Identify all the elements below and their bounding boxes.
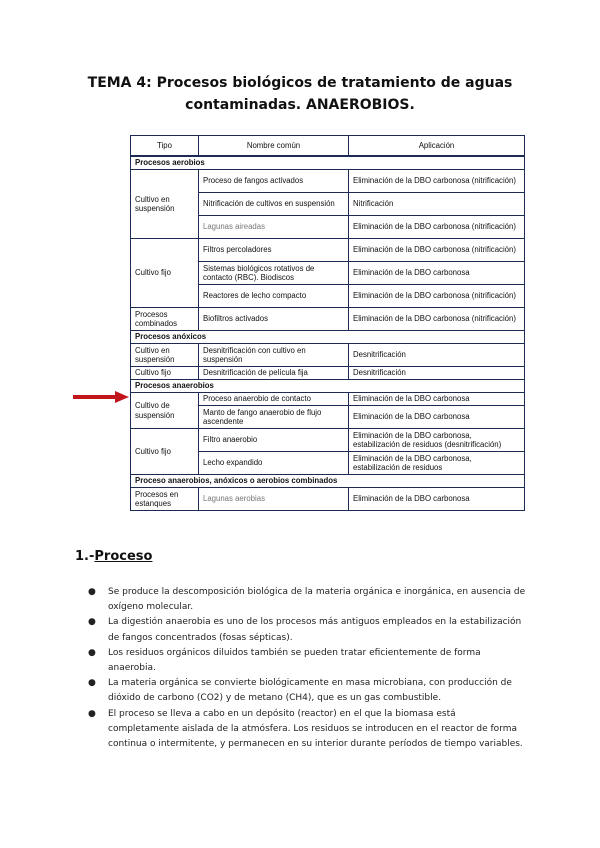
nombre-cell: Desnitrificación con cultivo en suspensión xyxy=(199,344,349,367)
tipo-cell: Cultivo de suspensión xyxy=(131,393,199,429)
aplicacion-cell: Eliminación de la DBO carbonosa (nitrificación) xyxy=(349,239,525,262)
list-item xyxy=(78,615,528,645)
aplicacion-cell: Eliminación de la DBO carbonosa xyxy=(349,262,525,285)
list-item xyxy=(78,646,528,676)
aplicacion-cell: Eliminación de la DBO carbonosa xyxy=(349,406,525,429)
section-row-combinados xyxy=(131,475,525,488)
nombre-cell: Filtro anaerobio xyxy=(199,429,349,452)
process-table xyxy=(130,135,525,511)
aplicacion-cell: Desnitrificación xyxy=(349,367,525,380)
list-item xyxy=(78,585,528,615)
section-heading-text: Proceso xyxy=(94,549,153,564)
tipo-cell: Procesos combinados xyxy=(131,308,199,331)
title-line-1: TEMA 4: Procesos biológicos de tratamiento de aguas xyxy=(87,75,513,91)
bullet-icon: ● xyxy=(88,708,96,719)
table-row xyxy=(131,344,525,367)
title-line-2: contaminadas. ANAEROBIOS. xyxy=(185,97,415,113)
aplicacion-cell: Eliminación de la DBO carbonosa (nitrificación) xyxy=(349,170,525,193)
list-item-text: Los residuos orgánicos diluidos también se pueden tratar eficientemente de forma anaerobia. xyxy=(108,647,481,674)
list-item-text: El proceso se lleva a cabo en un depósito (reactor) en el que la biomasa está completamente aislada de la atmósfera. Los residuos se introducen en el reactor de forma continua o intermitente, y permanecen en su interior durante períodos de tiempo variables. xyxy=(108,708,523,750)
list-item xyxy=(78,676,528,706)
tipo-cell: Cultivo en suspensión xyxy=(131,170,199,239)
nombre-cell: Sistemas biológicos rotativos de contacto (RBC). Biodiscos xyxy=(199,262,349,285)
bullet-icon: ● xyxy=(88,647,96,658)
list-item xyxy=(78,707,528,753)
table-row xyxy=(131,308,525,331)
nombre-cell: Proceso anaerobio de contacto xyxy=(199,393,349,406)
nombre-cell: Desnitrificación de película fija xyxy=(199,367,349,380)
nombre-cell: Manto de fango anaerobio de flujo ascendente xyxy=(199,406,349,429)
list-item-text: La materia orgánica se convierte biológicamente en masa microbiana, con producción de dióxido de carbono (CO2) y de metano (CH4), que es un gas combustible. xyxy=(108,678,512,704)
tipo-cell: Cultivo en suspensión xyxy=(131,344,199,367)
table-row xyxy=(131,367,525,380)
section-row-anoxicos xyxy=(131,331,525,344)
bullet-icon: ● xyxy=(88,617,96,628)
aplicacion-cell: Eliminación de la DBO carbonosa xyxy=(349,488,525,511)
nombre-cell: Lagunas aireadas xyxy=(199,216,349,239)
header-nombre: Nombre común xyxy=(199,136,349,157)
bullet-icon: ● xyxy=(88,678,96,689)
aplicacion-cell: Eliminación de la DBO carbonosa (nitrificación) xyxy=(349,216,525,239)
aplicacion-cell: Eliminación de la DBO carbonosa xyxy=(349,393,525,406)
tipo-cell: Cultivo fijo xyxy=(131,429,199,475)
bullet-list xyxy=(78,585,528,752)
aplicacion-cell: Nitrificación xyxy=(349,193,525,216)
list-item-text: Se produce la descomposición biológica de la materia orgánica e inorgánica, en ausencia de oxígeno molecular. xyxy=(108,587,526,613)
nombre-cell: Reactores de lecho compacto xyxy=(199,285,349,308)
nombre-cell: Proceso de fangos activados xyxy=(199,170,349,193)
table-row xyxy=(131,488,525,511)
section-combinados: Proceso anaerobios, anóxicos o aerobios combinados xyxy=(131,475,525,488)
aplicacion-cell: Eliminación de la DBO carbonosa (nitrificación) xyxy=(349,308,525,331)
table-header-row xyxy=(131,136,525,157)
section-anoxicos: Procesos anóxicos xyxy=(131,331,525,344)
table-row xyxy=(131,393,525,406)
list-item-text: La digestión anaerobia es uno de los procesos más antiguos empleados en la estabilización de fangos concentrados (fosas sépticas). xyxy=(108,617,522,643)
header-aplicacion: Aplicación xyxy=(349,136,525,157)
aplicacion-cell: Eliminación de la DBO carbonosa (nitrificación) xyxy=(349,285,525,308)
tipo-cell: Cultivo fijo xyxy=(131,239,199,308)
table-row xyxy=(131,170,525,193)
bullet-icon: ● xyxy=(88,587,96,597)
aplicacion-cell: Desnitrificación xyxy=(349,344,525,367)
nombre-cell: Nitrificación de cultivos en suspensión xyxy=(199,193,349,216)
aplicacion-cell: Eliminación de la DBO carbonosa, estabilización de residuos (desnitrificación) xyxy=(349,429,525,452)
header-tipo: Tipo xyxy=(131,136,199,157)
nombre-cell: Biofiltros activados xyxy=(199,308,349,331)
nombre-cell: Lecho expandido xyxy=(199,452,349,475)
aplicacion-cell: Eliminación de la DBO carbonosa, estabilización de residuos xyxy=(349,452,525,475)
nombre-cell: Lagunas aerobias xyxy=(199,488,349,511)
table-row xyxy=(131,239,525,262)
section-heading-number: 1.- xyxy=(75,549,95,564)
right-arrow-icon xyxy=(73,391,129,403)
table-row xyxy=(131,429,525,452)
section-aerobios: Procesos aerobios xyxy=(131,156,525,170)
section-row-aerobios xyxy=(131,156,525,170)
section-heading xyxy=(75,549,152,564)
page-title xyxy=(60,72,540,116)
tipo-cell: Procesos en estanques xyxy=(131,488,199,511)
section-anaerobios: Procesos anaerobios xyxy=(131,380,525,393)
tipo-cell: Cultivo fijo xyxy=(131,367,199,380)
nombre-cell: Filtros percoladores xyxy=(199,239,349,262)
section-row-anaerobios xyxy=(131,380,525,393)
